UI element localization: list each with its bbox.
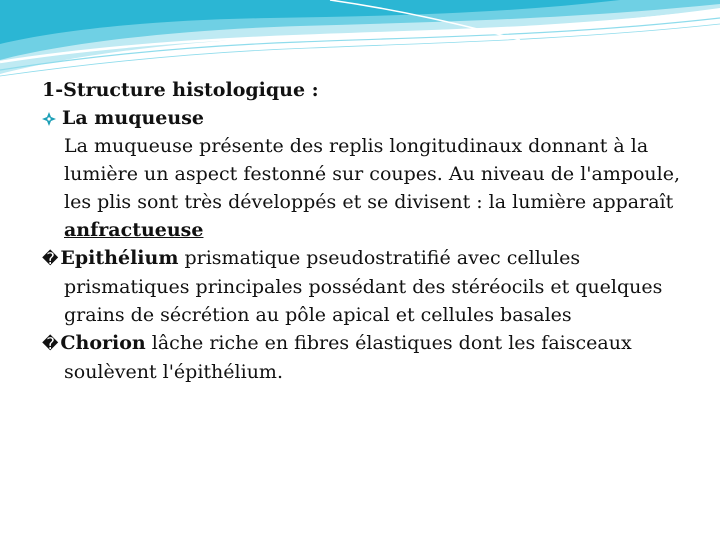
bullet-item-chorion (42, 329, 682, 386)
paragraph-text: La muqueuse présente des replis longitudinaux donnant à la lumière un aspect festonné sur coupes. Au niveau de l'ampoule, les plis sont très développés et se divisent : la lumière apparaît (64, 135, 681, 213)
missing-glyph-bullet-icon: � (42, 334, 59, 353)
missing-glyph-bullet-icon: � (42, 249, 59, 268)
bullet-text: prismatique pseudostratifié avec cellules prismatiques principales possédant des stéréocils et quelques grains de sécrétion au pôle apical et cellules basales (64, 247, 663, 326)
slide-body (42, 76, 682, 386)
bullet-term: Epithélium (60, 247, 179, 269)
bullet-term: Chorion (60, 332, 146, 354)
muqueuse-paragraph (42, 132, 682, 244)
diamond-bullet-icon (42, 112, 56, 126)
subheading: La muqueuse (62, 107, 204, 129)
subheading-row (42, 104, 682, 132)
bullet-text: lâche riche en fibres élastiques dont les faisceaux soulèvent l'épithélium. (64, 332, 632, 383)
section-heading: 1-Structure histologique : (42, 79, 319, 101)
bullet-item-epithelium (42, 244, 682, 329)
paragraph-emphasis: anfractueuse (64, 219, 204, 241)
